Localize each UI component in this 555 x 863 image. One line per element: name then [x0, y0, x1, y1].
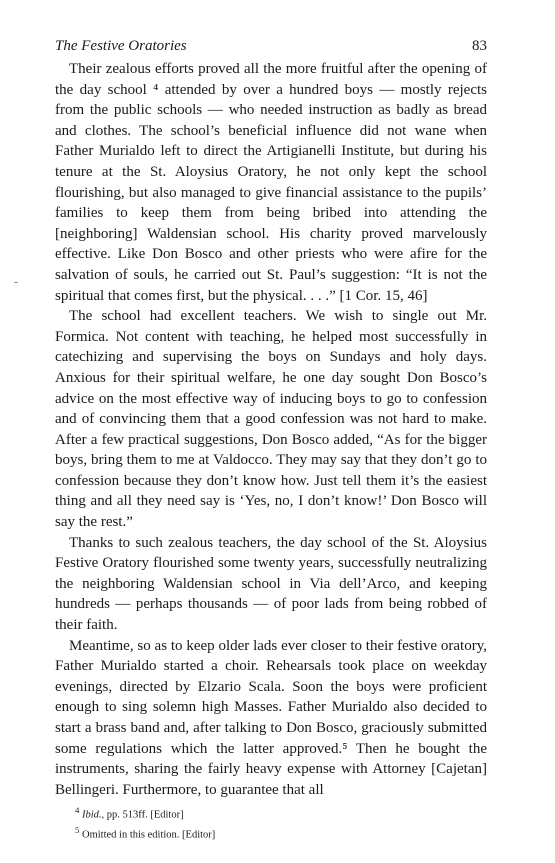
footnotes [55, 803, 487, 842]
footnote-marker: 4 [75, 805, 80, 816]
footnote-ibid: Ibid., [82, 809, 105, 821]
paragraph: Thanks to such zealous teachers, the day school of the St. Aloysius Festive Oratory flourished some twenty years, successfully neutralizing the neighboring Waldensian school in Via dell’Arco, and keeping hundreds — perhaps thousands — of poor lads from being robbed of their faith. [55, 534, 487, 634]
footnote [75, 803, 487, 823]
footnote-text: pp. 513ff. [Editor] [104, 809, 184, 821]
paragraph: Their zealous efforts proved all the more fruitful after the opening of the day school ⁴ attended by over a hundred boys — mostly rejects from the public schools — who needed instruction as badly as bread and clothes. The school’s beneficial influence did not wane when Father Murialdo left to direct the Artigianelli Institute, but during his tenure at the St. Aloysius Oratory, he not only kept the school flourishing, but also managed to give financial assistance to the pupils’ families to keep them from being bribed into attending the [neighboring] Waldensian school. His charity proved marvelously effective. Like Don Bosco and other priests who were afire for the salvation of souls, he carried out St. Paul’s suggestion: “It is not the spiritual that comes first, but the physical. . . .” [1 Cor. 15, 46] [55, 61, 487, 304]
footnote-text: Omitted in this edition. [Editor] [82, 829, 216, 841]
paragraph: Meantime, so as to keep older lads ever closer to their festive oratory, Father Murialdo started a choir. Rehearsals took place on weekday evenings, directed by Elzario Scala. Soon the boys were proficient enough to sing solemn high Masses. Father Murialdo also decided to start a brass band and, after talking to Don Bosco, graciously submitted some regulations which the latter approved.⁵ Then he bought the instruments, sharing the fairly heavy expense with Attorney [Cajetan] Bellingeri. Furthermore, to guarantee that all [55, 637, 487, 798]
body-text [55, 59, 487, 800]
margin-mark [14, 282, 18, 283]
paragraph: The school had excellent teachers. We wish to single out Mr. Formica. Not content with teaching, he helped most successfully in catechizing and supervising the boys on Sundays and holy days. Anxious for their spiritual welfare, he one day sought Don Bosco’s advice on the most effective way of inducing boys to go to confession and of convincing them that a good confession was not hard to make. After a few practical suggestions, Don Bosco added, “As for the bigger boys, bring them to me at Valdocco. They may say that they don’t go to confession because they don’t know how. Just tell them it’s the easiest thing and all they need say is ‘Yes, no, I don’t know!’ Don Bosco will say the rest.” [55, 308, 487, 531]
footnote-marker: 5 [75, 824, 80, 835]
book-page [55, 38, 487, 842]
running-title: The Festive Oratories [55, 38, 187, 54]
footnote [75, 823, 487, 843]
page-number: 83 [472, 38, 487, 54]
page-header [55, 38, 487, 55]
